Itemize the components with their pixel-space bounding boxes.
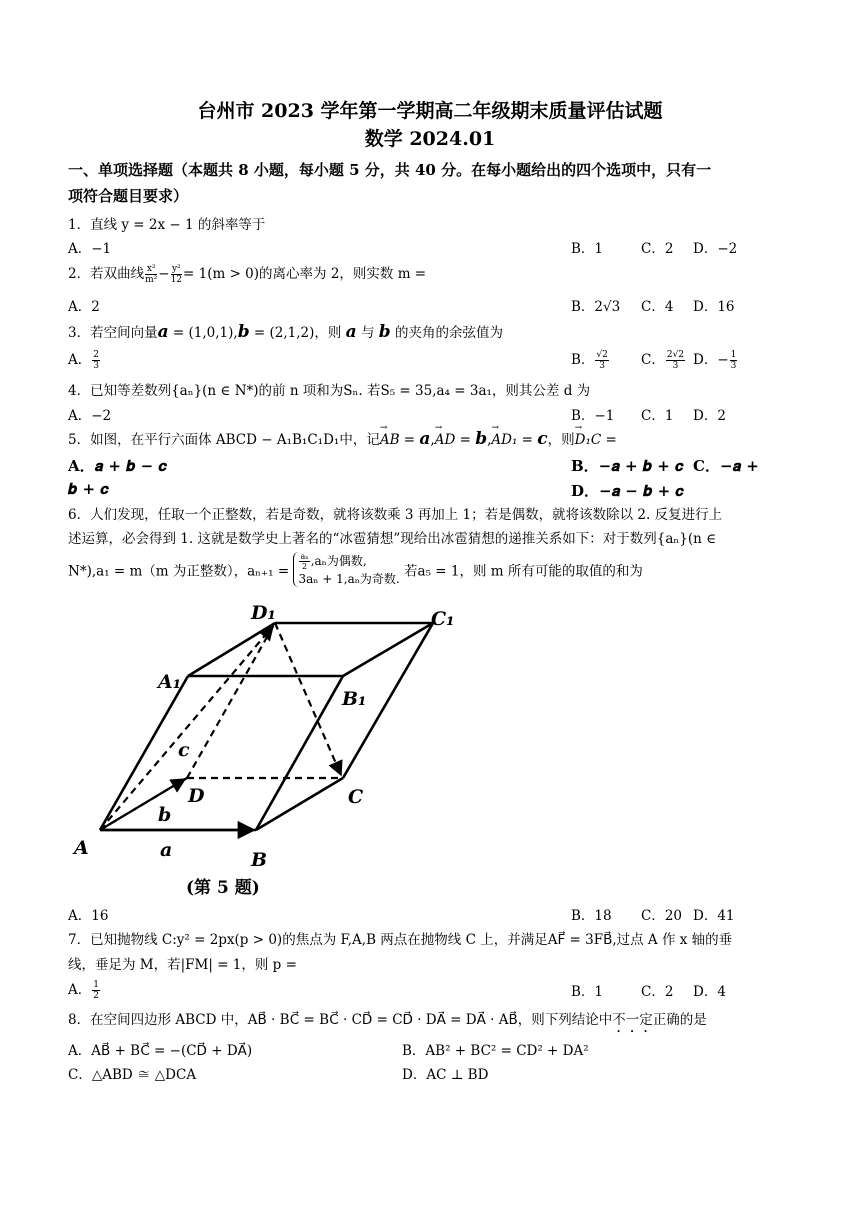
q4-option-c: C．1 <box>641 408 674 424</box>
q6-option-c: C．20 <box>641 908 683 924</box>
q5-option-b: B．−𝒂 + 𝒃 + 𝒄 <box>571 457 684 475</box>
vector-ab: → AB <box>379 423 400 448</box>
q6-option-a: A．16 <box>68 908 109 924</box>
q3-option-b: B． $\frac{√2}{3}$ <box>571 350 608 371</box>
label-a1-vertex: A₁ <box>158 671 182 693</box>
q8-option-c: C．△ABD ≅ △DCA <box>68 1067 197 1083</box>
q8-option-b: B．AB² + BC² = CD² + DA² <box>402 1043 589 1059</box>
q3-stem: 3．若空间向量a = (1,0,1),b = (2,1,2)，则 a 与 b 的夹角的余弦值为 <box>68 322 503 342</box>
label-b1-vertex: B₁ <box>342 688 367 710</box>
q7-option-d: D．4 <box>693 984 726 1000</box>
q3-option-a: A． $\frac{2}{3}$ <box>68 350 99 371</box>
q6-piecewise: $\frac{\text{aₙ}}{2}$ ,aₙ为偶数, 3aₙ + 1,aₙ为奇数. <box>293 552 399 587</box>
q8-emphasis: 不一定 <box>612 1012 653 1028</box>
q6-line1: 6．人们发现，任取一个正整数，若是奇数，就将该数乘 3 再加上 1；若是偶数，就将该数除以 2. 反复进行上 <box>68 507 723 523</box>
q1-option-a: A．−1 <box>68 241 112 257</box>
label-a-vertex: A <box>74 837 89 859</box>
exam-subtitle: 数学 2024.01 <box>364 128 496 150</box>
q7-option-b: B．1 <box>571 984 604 1000</box>
q4-option-b: B．−1 <box>571 408 615 424</box>
q6-line2: 述运算，必会得到 1. 这就是数学史上著名的“冰雹猜想”现给出冰雹猜想的递推关系如下：对于数列{aₙ}(n ∈ <box>68 531 717 547</box>
q5-option-c-part2: 𝒃 + 𝒄 <box>68 480 109 498</box>
label-c1-vertex: C₁ <box>431 608 455 630</box>
q2-option-d: D．16 <box>693 299 735 315</box>
q4-stem: 4．已知等差数列{aₙ}(n ∈ N*)的前 n 项和为Sₙ. 若S₅ = 35,a₄ = 3a₁，则其公差 d 为 <box>68 383 591 399</box>
label-b-vertex: B <box>251 849 268 871</box>
section-heading-line1: 一、单项选择题（本题共 8 小题，每小题 5 分，共 40 分。在每小题给出的四个选项中，只有一 <box>68 161 712 179</box>
q2-option-c: C．4 <box>641 299 674 315</box>
q2-stem: 2．若双曲线 $\frac{\text{x²}}{\text{m²}}$ − $\frac{\text{y²}}{12}$ = 1(m > 0)的离心率为 2，则实数 m = <box>68 264 427 285</box>
vector-ad: → AD <box>434 423 456 448</box>
q6-line3: N*),a₁ = m（m 为正整数），aₙ₊₁ = $\frac{\text{aₙ}}{2}$ ,aₙ为偶数, 3aₙ + 1,aₙ为奇数. 若a₅ = 1，则 m 所有可能的取值的和为 <box>68 552 643 586</box>
q2-option-a: A．2 <box>68 299 100 315</box>
q7-option-a: A． $\frac{1}{2}$ <box>68 980 99 1001</box>
q5-option-d: D．−𝒂 − 𝒃 + 𝒄 <box>571 482 684 500</box>
q7-line1: 7．已知抛物线 C:y² = 2px(p > 0)的焦点为 F,A,B 两点在抛物线 C 上，并满足AF⃗ = 3FB⃗,过点 A 作 x 轴的垂 <box>68 932 733 948</box>
q3-option-c: C． $\frac{2√2}{3}$ <box>641 350 685 371</box>
figure-caption: (第 5 题) <box>186 878 260 898</box>
q4-option-a: A．−2 <box>68 408 112 424</box>
q5-stem: 5．如图，在平行六面体 ABCD − A₁B₁C₁D₁中，记 → AB = a, → AD = b, → AD₁ = c，则 → D₁C = <box>68 423 617 449</box>
q6-option-b: B．18 <box>571 908 612 924</box>
q2-option-b: B．2√3 <box>571 299 621 315</box>
q2-fraction-y: $\frac{\text{y²}}{12}$ <box>170 264 183 285</box>
q5-option-c-part1: C．−𝒂 + <box>693 457 759 475</box>
q6-option-d: D．41 <box>693 908 735 924</box>
label-d1-vertex: D₁ <box>251 602 276 624</box>
vector-d1c: → D₁C <box>574 423 602 448</box>
q7-line2: 线，垂足为 M，若|FM| = 1，则 p = <box>68 957 297 973</box>
parallelepiped-figure <box>68 598 488 900</box>
q8-option-a: A．AB⃗ + BC⃗ = −(CD⃗ + DA⃗) <box>68 1043 253 1059</box>
q4-option-d: D．2 <box>693 408 726 424</box>
q3-option-d: D．− $\frac{1}{3}$ <box>693 350 737 371</box>
q8-stem: 8．在空间四边形 ABCD 中，AB⃗ · BC⃗ = BC⃗ · CD⃗ = CD⃗ · DA⃗ = DA⃗ · AB⃗，则下列结论中不一定正确的是 <box>68 1012 707 1028</box>
label-vector-c: c <box>178 739 190 761</box>
label-vector-b: b <box>158 804 172 826</box>
q5-option-a: A．𝒂 + 𝒃 − 𝒄 <box>68 457 167 475</box>
vector-b-arrow <box>100 779 185 830</box>
q8-option-d: D．AC ⊥ BD <box>402 1067 489 1083</box>
label-vector-a: a <box>160 839 173 861</box>
label-d-vertex: D <box>188 785 205 807</box>
q1-option-c: C．2 <box>641 241 674 257</box>
q1-option-d: D．−2 <box>693 241 738 257</box>
q7-option-c: C．2 <box>641 984 674 1000</box>
q1-option-b: B．1 <box>571 241 604 257</box>
q1-stem: 1．直线 y = 2x − 1 的斜率等于 <box>68 217 266 233</box>
vector-ad1: → AD₁ <box>491 423 518 448</box>
q2-number: 2．若双曲线 <box>68 266 145 282</box>
q2-fraction-x: $\frac{\text{x²}}{\text{m²}}$ <box>145 264 158 285</box>
section-heading-line2: 项符合题目要求） <box>68 187 189 205</box>
exam-title: 台州市 2023 学年第一学期高二年级期末质量评估试题 <box>197 100 663 122</box>
label-c-vertex: C <box>348 786 364 808</box>
